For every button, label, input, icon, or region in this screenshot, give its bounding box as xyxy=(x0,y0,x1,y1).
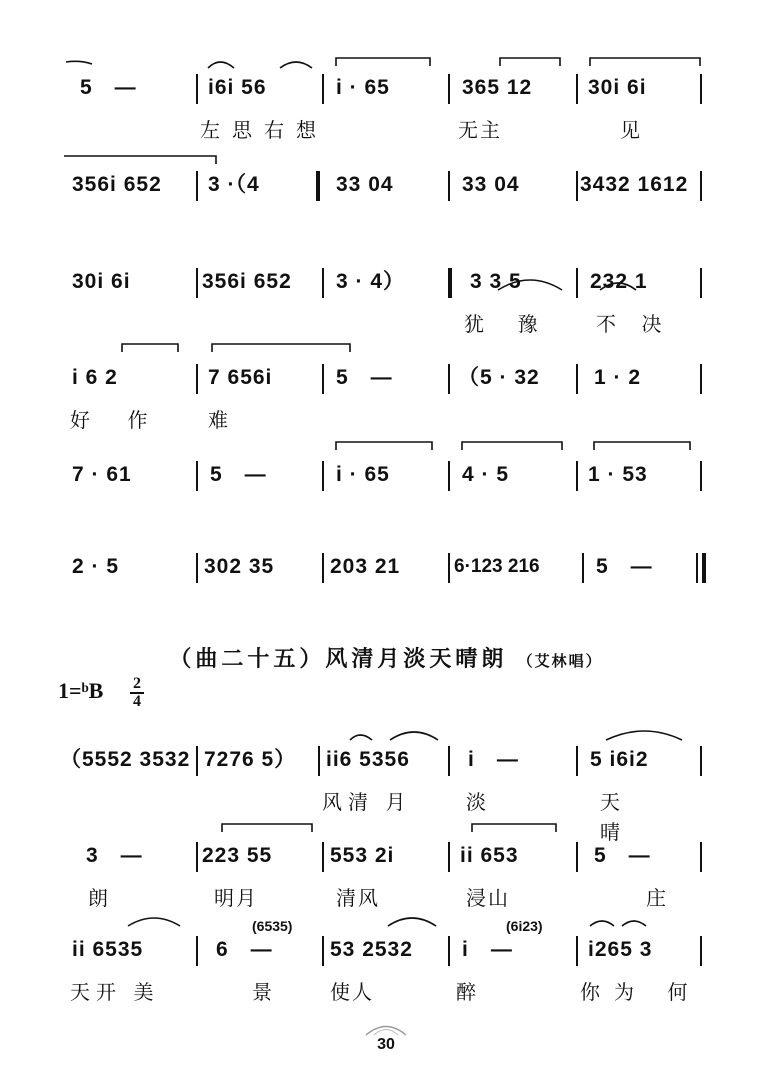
lyric: 景 xyxy=(252,982,274,1004)
measure: i265 3 xyxy=(588,938,653,961)
singer-credit: （艾林唱） xyxy=(517,653,603,670)
page-ornament-icon xyxy=(364,1022,408,1036)
lyric: 好 作 xyxy=(70,410,164,432)
key-signature: 1=ᵇB xyxy=(58,678,104,703)
measure: 5 — xyxy=(80,76,137,99)
lyric: 明月 xyxy=(214,888,258,910)
lyric: 无主 xyxy=(458,120,502,142)
measure: 223 55 xyxy=(202,844,273,867)
measure: 53 2532 xyxy=(330,938,413,961)
measure: 3 — xyxy=(86,844,143,867)
lyric: 左思右想 xyxy=(200,120,328,142)
measure: 5 — xyxy=(210,463,267,486)
measure: 5 — xyxy=(336,366,393,389)
lyric: 犹 豫 xyxy=(464,314,552,336)
measure: 7 · 61 xyxy=(72,463,132,486)
lyric: 风清 月 xyxy=(322,792,412,814)
page-number xyxy=(0,1036,772,1054)
measure: 203 21 xyxy=(330,555,401,578)
measure: ii 653 xyxy=(460,844,519,867)
measure: 33 04 xyxy=(462,173,520,196)
lyric: 见 xyxy=(620,120,642,142)
measure: 33 04 xyxy=(336,173,394,196)
page-number-text: 30 xyxy=(377,1036,395,1053)
lyric: 庄 xyxy=(646,888,668,910)
lyric: 使人 xyxy=(330,982,374,1004)
lyric: 天 晴 xyxy=(600,792,646,844)
measure: 365 12 xyxy=(462,76,533,99)
lyric: 淡 xyxy=(466,792,488,814)
measure: 3 · 4） xyxy=(336,270,406,293)
measure: i — xyxy=(468,748,519,771)
measure: 1 · 2 xyxy=(594,366,642,389)
lyric: 不 决 xyxy=(596,314,672,336)
measure: （5 · 32 xyxy=(458,366,540,389)
lyric: 清风 xyxy=(336,888,380,910)
measure: 30i 6i xyxy=(72,270,131,293)
lyric: 天开 美 xyxy=(70,982,160,1004)
measure: （5552 3532 xyxy=(60,748,191,771)
song-title-text: （曲二十五）风清月淡天晴朗 xyxy=(169,646,508,671)
measure: 5 — xyxy=(596,555,653,578)
measure: 3432 1612 xyxy=(580,173,689,196)
lyric: 醉 xyxy=(456,982,478,1004)
measure: 5 — xyxy=(594,844,651,867)
measure: 7276 5） xyxy=(204,748,297,771)
measure: i · 65 xyxy=(336,76,390,99)
time-bottom: 4 xyxy=(133,693,141,710)
measure: i6i 56 xyxy=(208,76,267,99)
measure: 6·123 216 xyxy=(454,556,540,577)
lyric: 你为 何 xyxy=(580,982,702,1004)
measure: 1 · 53 xyxy=(588,463,648,486)
measure: 356i 652 xyxy=(72,173,162,196)
grace-note: (6i23) xyxy=(506,918,543,934)
time-top: 2 xyxy=(130,676,144,694)
measure: 7 656i xyxy=(208,366,273,389)
measure: 3 3 5 xyxy=(470,270,522,293)
measure: i — xyxy=(462,938,513,961)
measure: 356i 652 xyxy=(202,270,292,293)
lyric: 朗 xyxy=(88,888,110,910)
measure: i 6 2 xyxy=(72,366,118,389)
measure: 232 1 xyxy=(590,270,648,293)
measure: 553 2i xyxy=(330,844,395,867)
grace-note: (6535) xyxy=(252,918,293,934)
measure: 3 ·（4 xyxy=(208,173,260,196)
measure: 5 i6i2 xyxy=(590,748,649,771)
lyric: 浸山 xyxy=(466,888,510,910)
measure: 4 · 5 xyxy=(462,463,510,486)
measure: ii6 5356 xyxy=(326,748,410,771)
measure: 6 — xyxy=(216,938,273,961)
lyric: 难 xyxy=(208,410,230,432)
measure: 302 35 xyxy=(204,555,275,578)
measure: 2 · 5 xyxy=(72,555,120,578)
measure: 30i 6i xyxy=(588,76,647,99)
measure: i · 65 xyxy=(336,463,390,486)
measure: ii 6535 xyxy=(72,938,144,961)
